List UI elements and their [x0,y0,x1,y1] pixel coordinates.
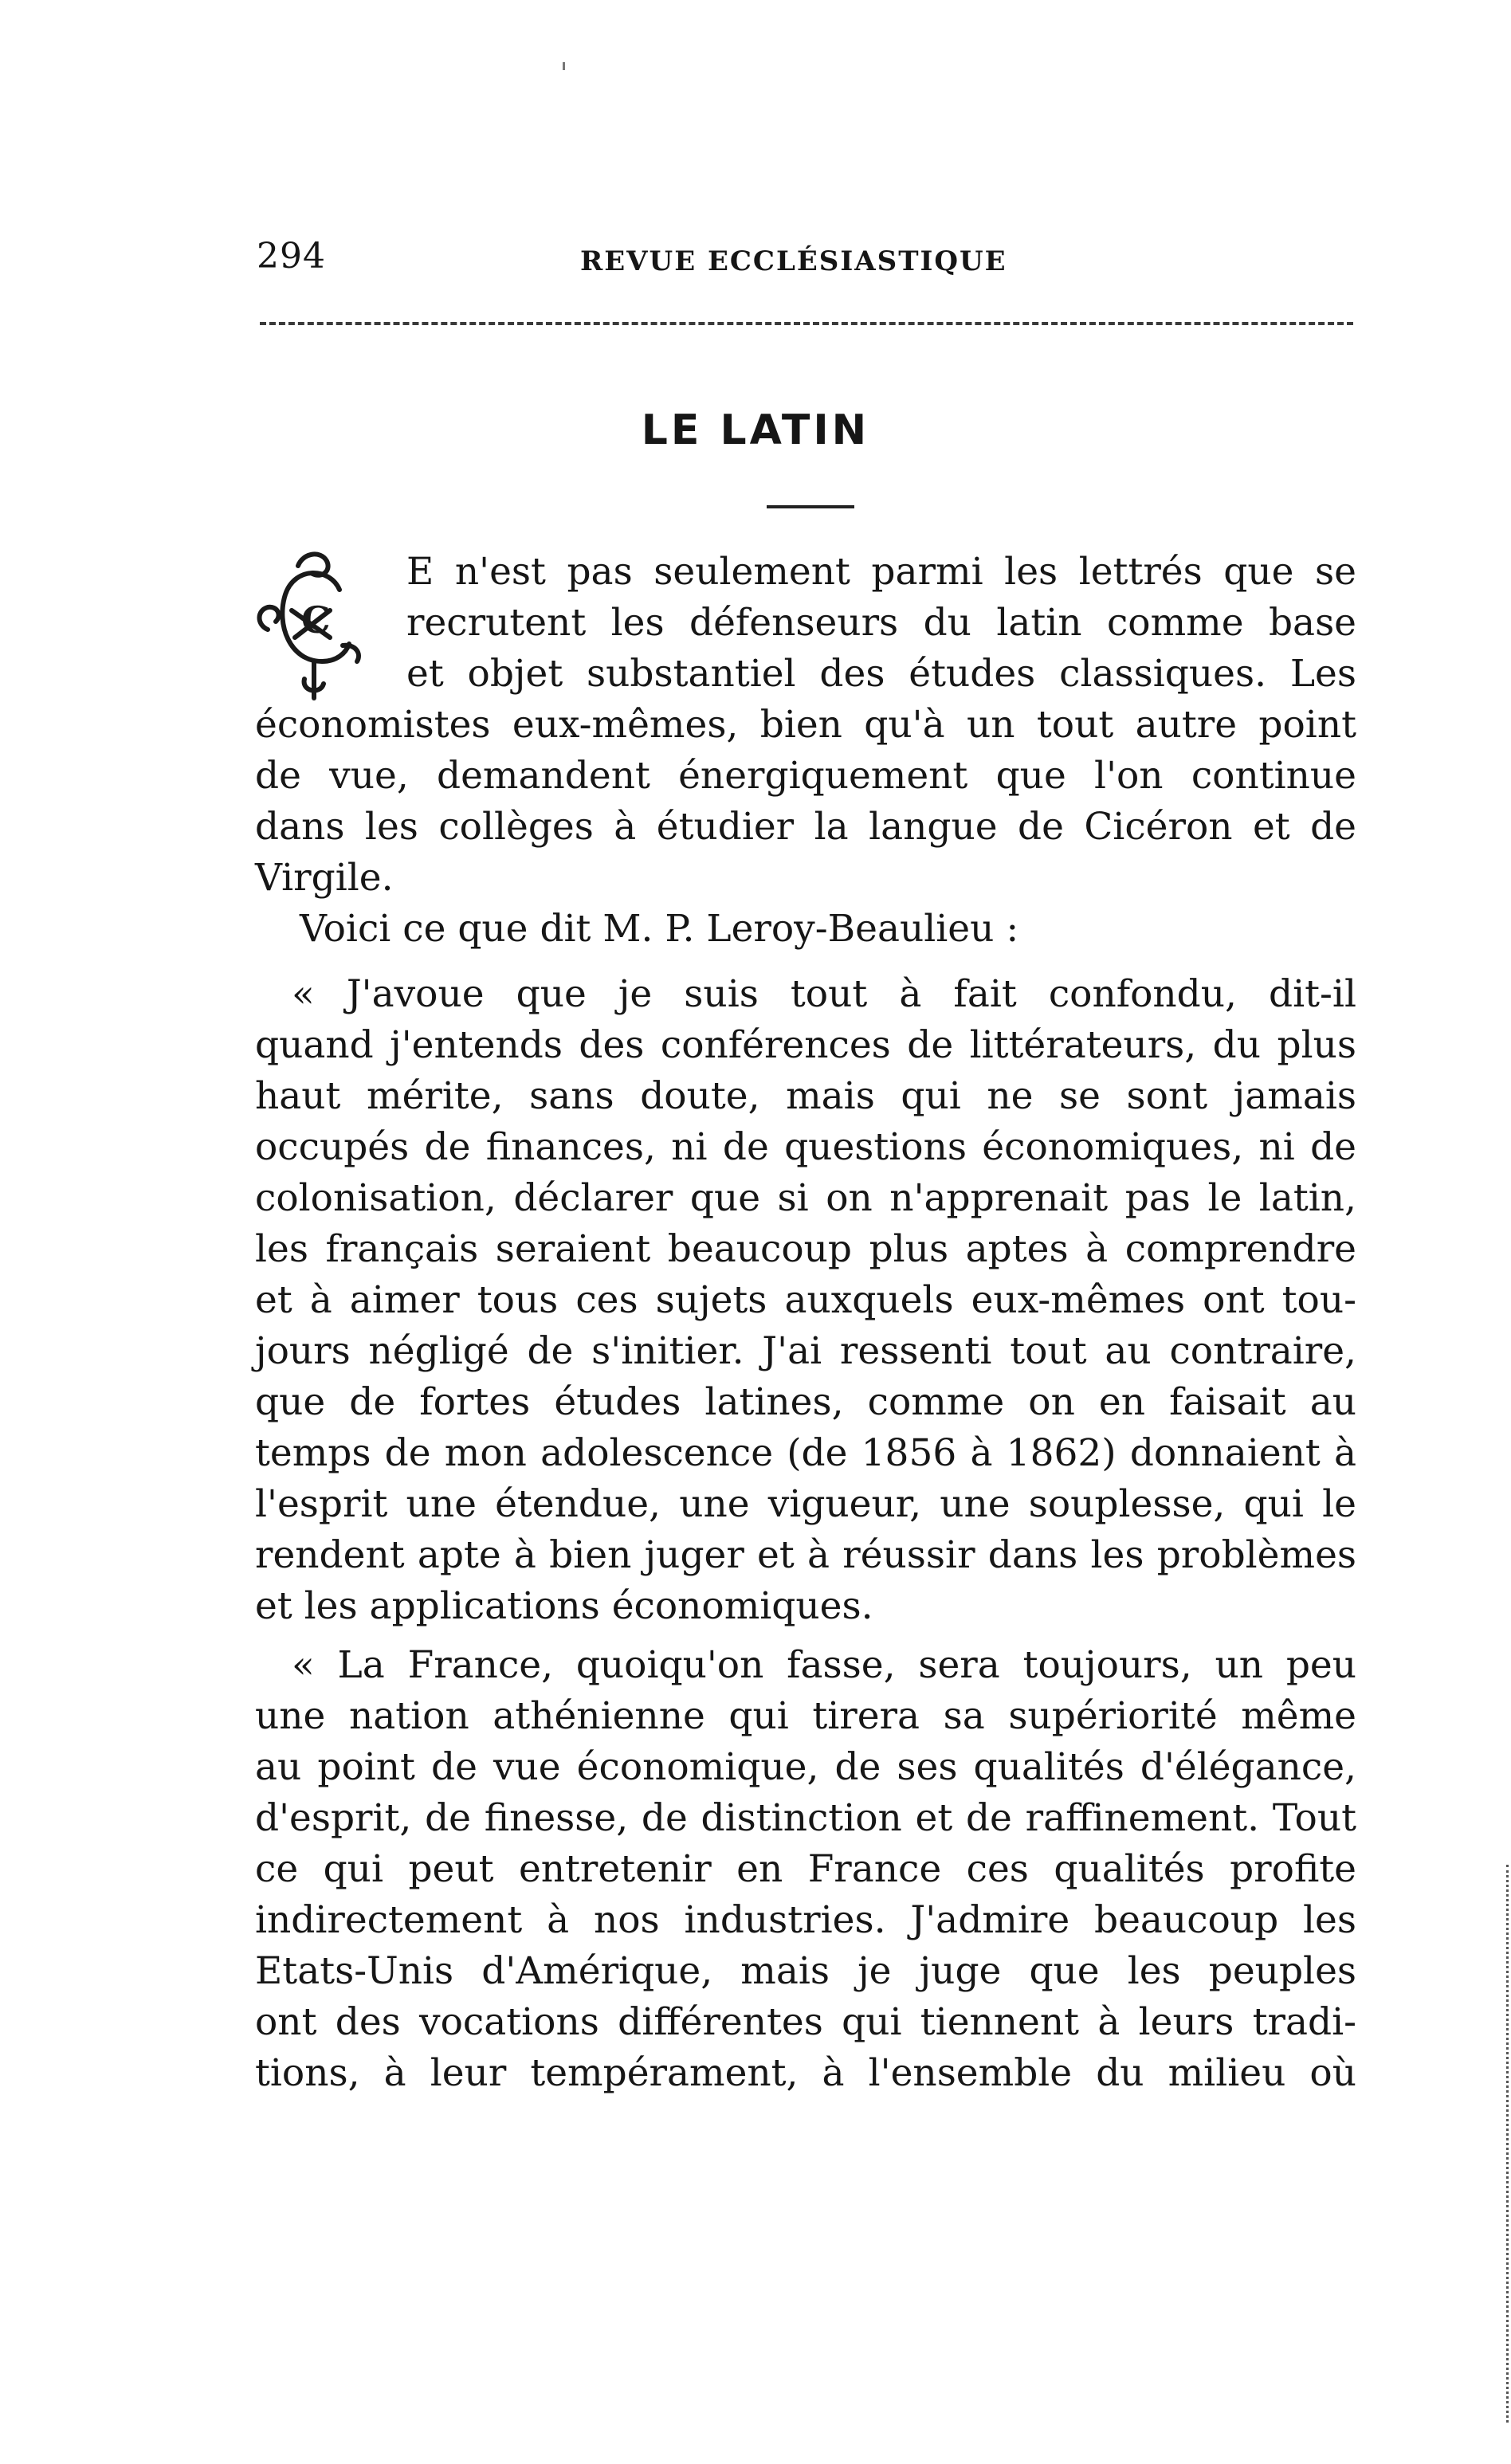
running-head: REVUE ECCLÉSIASTIQUE [580,245,1007,277]
text-line: ont des vocations différentes qui tiennent à leurs tradi- [255,2000,1356,2044]
text-line: Etats-Unis d'Amérique, mais je juge que les peuples [255,1949,1356,1993]
text-line: tions, à leur tempérament, à l'ensemble du milieu où [255,2051,1356,2095]
page-number: 294 [257,236,326,277]
article-body [255,547,1356,2099]
page-header [257,236,1356,292]
text-line: quand j'entends des conférences de littérateurs, du plus [255,1023,1356,1067]
text-line: une nation athénienne qui tirera sa supériorité même [255,1694,1356,1738]
scan-speck [563,62,565,70]
text-line: temps de mon adolescence (de 1856 à 1862) donnaient à [255,1431,1356,1475]
text-line: et objet substantiel des études classiques. Les [406,652,1356,696]
page-edge-mark [1506,1865,1511,2423]
text-line: haut mérite, sans doute, mais qui ne se sont jamais [255,1074,1356,1118]
text-line: colonisation, déclarer que si on n'apprenait pas le latin, [255,1176,1356,1220]
paragraph-gap [255,1632,1356,1640]
text-line: jours négligé de s'initier. J'ai ressenti tout au contraire, [255,1329,1356,1373]
text-line: E n'est pas seulement parmi les lettrés que se [406,550,1356,594]
header-rule [260,322,1353,325]
text-line: l'esprit une étendue, une vigueur, une souplesse, qui le [255,1482,1356,1526]
text-line: Virgile. [255,856,394,900]
text-line: que de fortes études latines, comme on en faisait au [255,1380,1356,1424]
article-title: LE LATIN [641,406,870,454]
paragraph-gap [255,955,1356,969]
text-line: économistes eux-mêmes, bien qu'à un tout autre point [255,703,1356,747]
text-line: occupés de finances, ni de questions économiques, ni de [255,1125,1356,1169]
text-line: et à aimer tous ces sujets auxquels eux-mêmes ont tou- [255,1278,1356,1322]
text-line: et les applications économiques. [255,1584,873,1628]
title-rule [767,505,854,508]
text-line: « J'avoue que je suis tout à fait confondu, dit-il [292,972,1356,1016]
text-line: de vue, demandent énergiquement que l'on continue [255,754,1356,798]
text-line: d'esprit, de finesse, de distinction et de raffinement. Tout [255,1796,1356,1840]
text-line: les français seraient beaucoup plus aptes à comprendre [255,1227,1356,1271]
text-line: rendent apte à bien juger et à réussir dans les problèmes [255,1533,1356,1577]
svg-text:C: C [301,598,331,642]
text-line: ce qui peut entretenir en France ces qualités profite [255,1847,1356,1891]
text-line: « La France, quoiqu'on fasse, sera toujours, un peu [292,1643,1356,1687]
text-line: Voici ce que dit M. P. Leroy-Beaulieu : [300,907,1019,951]
text-line: au point de vue économique, de ses qualités d'élégance, [255,1745,1356,1789]
text-line: recrutent les défenseurs du latin comme base [406,601,1356,645]
text-line: dans les collèges à étudier la langue de Cicéron et de [255,805,1356,849]
text-line: indirectement à nos industries. J'admire beaucoup les [255,1898,1356,1942]
